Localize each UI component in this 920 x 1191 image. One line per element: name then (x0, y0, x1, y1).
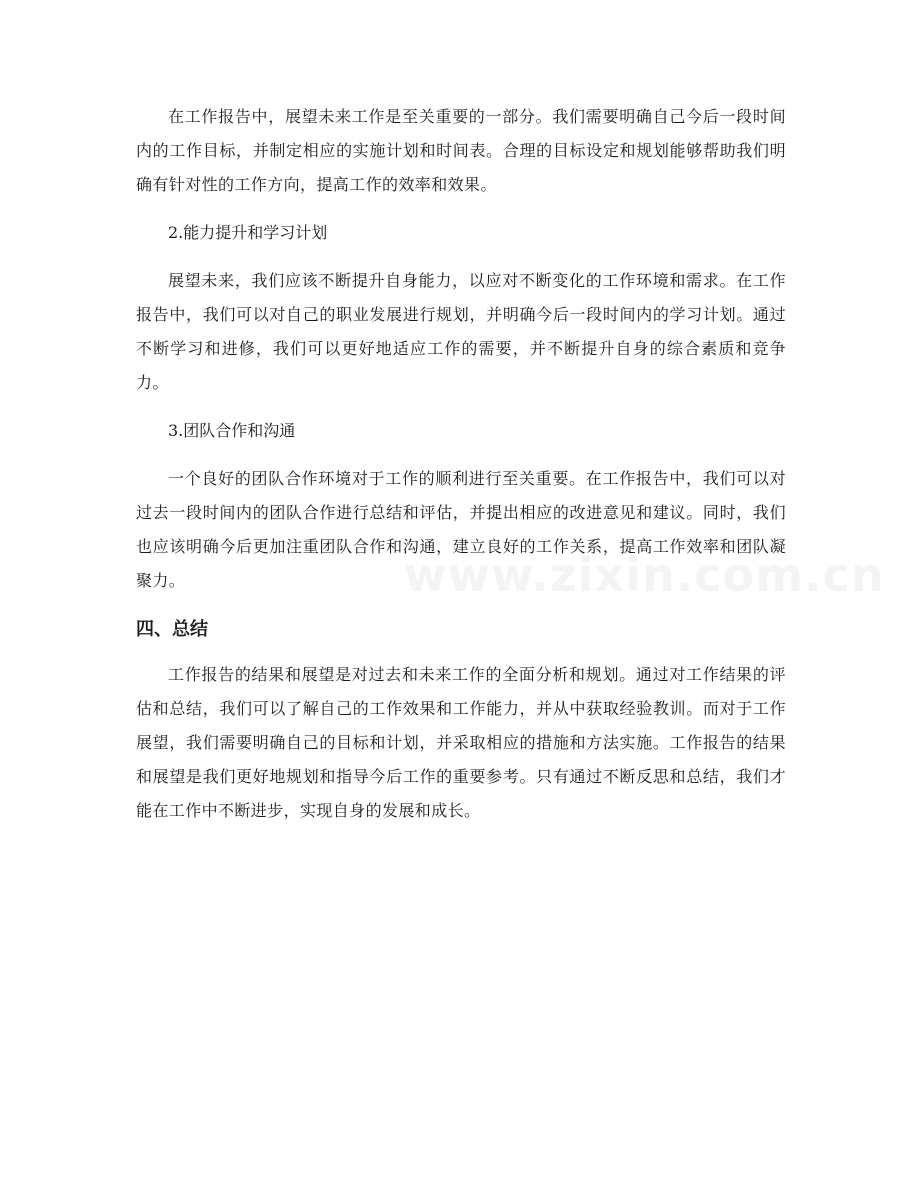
subsection-heading-ability: 2.能力提升和学习计划 (168, 223, 328, 242)
section-title-summary: 四、总结 (136, 619, 208, 640)
intro-paragraph: 在工作报告中，展望未来工作是至关重要的一部分。我们需要明确自己今后一段时间内的工作目标，并制定相应的实施计划和时间表。合理的目标设定和规划能够帮助我们明确有针对性的工作方向，提高工作的效率和效果。 (136, 107, 786, 194)
subsection-body-ability: 展望未来，我们应该不断提升自身能力，以应对不断变化的工作环境和需求。在工作报告中，我们可以对自己的职业发展进行规划，并明确今后一段时间内的学习计划。通过不断学习和进修，我们可以更好地适应工作的需要，并不断提升自身的综合素质和竞争力。 (136, 271, 786, 392)
subsection-heading-teamwork: 3.团队合作和沟通 (168, 421, 296, 440)
document-page (136, 100, 786, 828)
subsection-body-teamwork: 一个良好的团队合作环境对于工作的顺利进行至关重要。在工作报告中，我们可以对过去一段时间内的团队合作进行总结和评估，并提出相应的改进意见和建议。同时，我们也应该明确今后更加注重团队合作和沟通，建立良好的工作关系，提高工作效率和团队凝聚力。 (136, 469, 786, 590)
summary-paragraph: 工作报告的结果和展望是对过去和未来工作的全面分析和规划。通过对工作结果的评估和总结，我们可以了解自己的工作效果和工作能力，并从中获取经验教训。而对于工作展望，我们需要明确自己的目标和计划，并采取相应的措施和方法实施。工作报告的结果和展望是我们更好地规划和指导今后工作的重要参考。只有通过不断反思和总结，我们才能在工作中不断进步，实现自身的发展和成长。 (136, 665, 786, 820)
